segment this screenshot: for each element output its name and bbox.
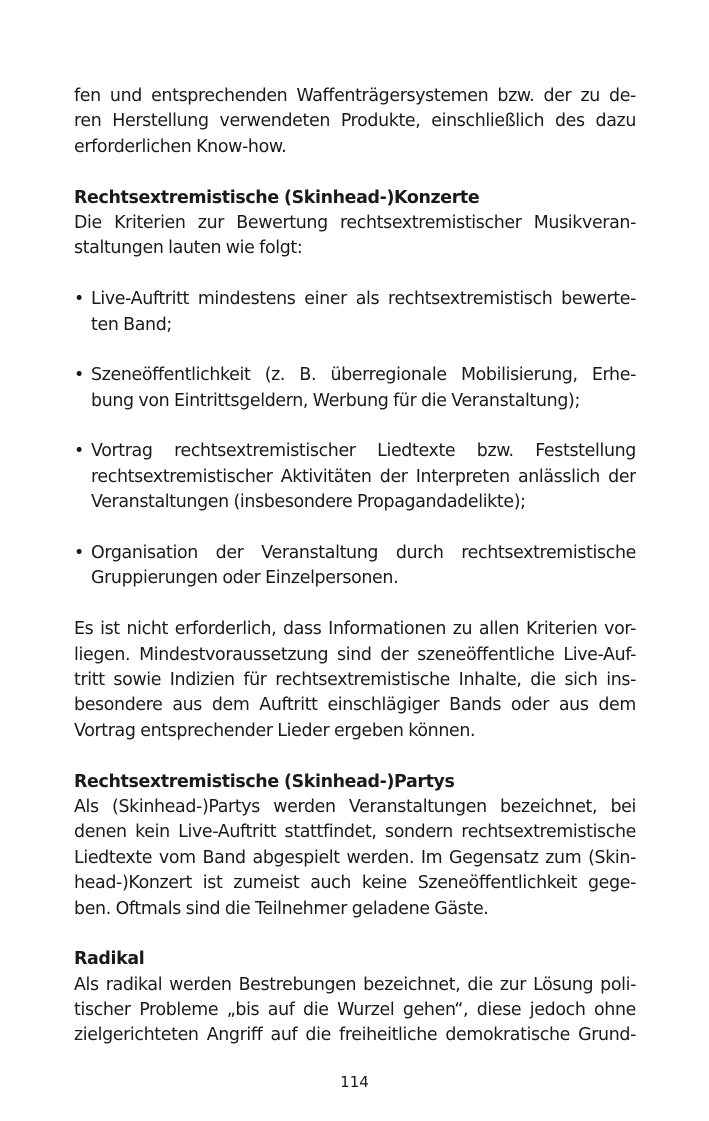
paragraph-gap <box>74 922 636 947</box>
text-line: rechtsextremistischer Aktivitäten der Interpreten anlässlich der <box>91 466 636 487</box>
bullet-icon: • <box>74 543 84 564</box>
text-line: Als radikal werden Bestrebungen bezeichnet, die zur Lösung poli- <box>74 974 636 995</box>
text-line: Szeneöffentlichkeit (z. B. überregionale Mobilisierung, Erhe- <box>91 365 636 386</box>
paragraph-gap <box>74 744 636 769</box>
section-heading: Rechtsextremistische (Skinhead-)Partys <box>74 771 455 792</box>
text-line: denen kein Live-Auftritt stattfindet, sondern rechtsextremistische <box>74 822 636 843</box>
text-line: Es ist nicht erforderlich, dass Informationen zu allen Kriterien vor- <box>74 619 636 640</box>
section-heading: Radikal <box>74 949 145 970</box>
text-line: ben. Oftmals sind die Teilnehmer geladene Gäste. <box>74 898 489 919</box>
paragraph-gap <box>74 262 636 287</box>
bullet-icon: • <box>74 441 84 462</box>
text-line: bung von Eintrittsgeldern, Werbung für die Veranstaltung); <box>91 390 580 411</box>
intro-paragraph <box>74 84 636 160</box>
text-line: Die Kriterien zur Bewertung rechtsextremistischer Musikveran- <box>74 212 636 233</box>
bullet-icon: • <box>74 289 84 310</box>
section-konzerte <box>74 186 636 745</box>
paragraph-gap <box>74 160 636 185</box>
text-line: Live-Auftritt mindestens einer als rechtsextremistisch bewerte- <box>91 289 636 310</box>
text-line: staltungen lauten wie folgt: <box>74 238 303 259</box>
paragraph-gap <box>74 516 636 541</box>
bullet-icon: • <box>74 365 84 386</box>
paragraph-gap <box>74 414 636 439</box>
section-heading: Rechtsextremistische (Skinhead-)Konzerte <box>74 187 480 208</box>
page-body <box>74 84 636 1049</box>
bullet-item <box>74 363 636 414</box>
section-radikal <box>74 947 636 1049</box>
bullet-item <box>74 439 636 515</box>
text-line: Als (Skinhead-)Partys werden Veranstaltungen bezeichnet, bei <box>74 796 636 817</box>
text-line: Organisation der Veranstaltung durch rechtsextremistische <box>91 543 636 564</box>
text-line: liegen. Mindestvoraussetzung sind der szeneöffentliche Live-Auf- <box>74 644 636 665</box>
text-line: erforderlichen Know-how. <box>74 136 287 157</box>
text-line: tischer Probleme „bis auf die Wurzel gehen“, diese jedoch ohne <box>74 1000 636 1021</box>
page-number: 114 <box>340 1073 369 1091</box>
text-line: ren Herstellung verwendeten Produkte, einschließlich des dazu <box>74 111 636 132</box>
bullet-item <box>74 287 636 338</box>
section-partys <box>74 770 636 922</box>
text-line: tritt sowie Indizien für rechtsextremistische Inhalte, die sich ins- <box>74 669 636 690</box>
text-line: Vortrag rechtsextremistischer Liedtexte bzw. Feststellung <box>91 441 636 462</box>
text-line: Veranstaltungen (insbesondere Propagandadelikte); <box>91 492 526 513</box>
text-line: zielgerichteten Angriff auf die freiheitliche demokratische Grund- <box>74 1025 636 1046</box>
text-line: head-)Konzert ist zumeist auch keine Szeneöffentlichkeit gege- <box>74 873 636 894</box>
bullet-item <box>74 541 636 592</box>
text-line: Vortrag entsprechender Lieder ergeben können. <box>74 720 476 741</box>
text-line: besondere aus dem Auftritt einschlägiger Bands oder aus dem <box>74 695 636 716</box>
text-line: Gruppierungen oder Einzelpersonen. <box>91 568 399 589</box>
text-line: Liedtexte vom Band abgespielt werden. Im Gegensatz zum (Skin- <box>74 847 636 868</box>
text-line: fen und entsprechenden Waffenträgersystemen bzw. der zu de- <box>74 86 636 106</box>
closing-paragraph <box>74 617 636 744</box>
paragraph-gap <box>74 592 636 617</box>
paragraph-gap <box>74 338 636 363</box>
text-line: ten Band; <box>91 314 172 335</box>
